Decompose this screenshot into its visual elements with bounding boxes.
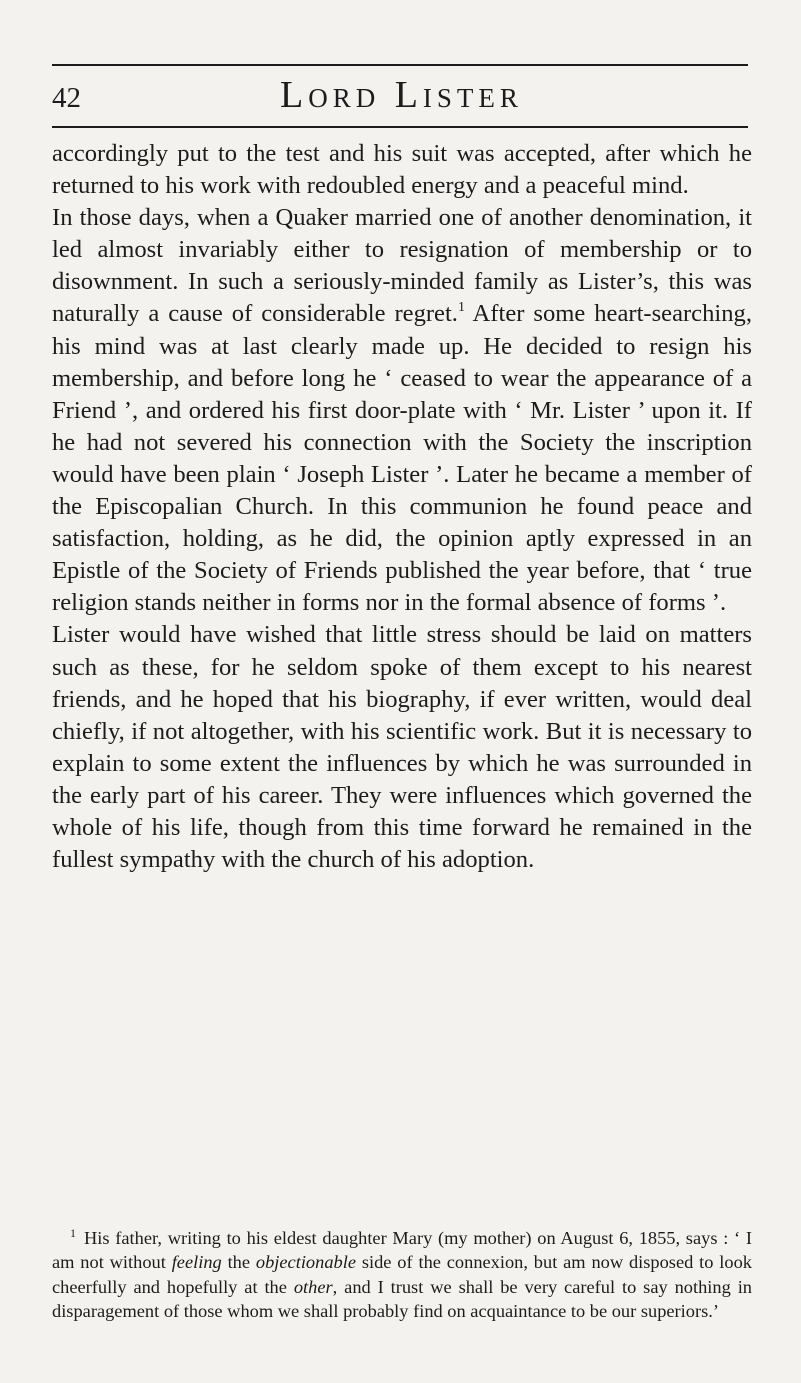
paragraph-text: In those days, when a Quaker married one of another denomination, it led almost invariably either to resignation of membership or to disownment. In such a seriously-minded family as Lister’s, this was naturally a cause of considerable regret. [52, 204, 752, 328]
paragraph-text: Lister would have wished that little stress should be laid on matters such as these, for he seldom spoke of them except to his nearest friends, and he hoped that his biography, if ever written, would deal chiefly, if not altogether, with his scientific work. But it is necessary to explain to some extent the influences by which he was surrounded in the early part of his career. They were influences which governed the whole of his life, though from this time forward he remained in the fullest sympathy with the church of his adoption. [52, 621, 752, 874]
paragraph-text: After some heart-searching, his mind was at last clearly made up. He decided to resign his membership, and before long he ‘ ceased to wear the appearance of a Friend ’, and ordered his first door-plate with ‘ Mr. Lister ’ upon it. If he had not severed his connection with the Society the inscription would have been plain ‘ Joseph Lister ’. Later he became a member of the Episcopalian Church. In this communion he found peace and satisfaction, holding, as he did, the opinion aptly expressed in an Epistle of the Society of Friends published the year before, that ‘ true religion stands neither in forms nor in the formal absence of forms ’. [52, 300, 752, 617]
page-number: 42 [52, 82, 81, 114]
footnote-text: the [221, 1252, 256, 1273]
footnote [52, 1226, 752, 1323]
footnote-text: His father, writing to his eldest daughter Mary (my mother) on August 6, 1855, says : ‘ I am not without [52, 1228, 752, 1273]
paragraph [52, 138, 752, 202]
footnote-reference[interactable]: 1 [457, 300, 465, 316]
page-header [52, 62, 748, 132]
footnote-emphasis: objectionable [255, 1252, 356, 1273]
footnote-text: side of the connexion, but am now disposed to look cheerfully and hopefully at the [52, 1252, 752, 1297]
header-bottom-rule [52, 126, 748, 128]
paragraph [52, 202, 752, 619]
body-text [52, 138, 752, 876]
header-top-rule [52, 64, 748, 66]
footnote-emphasis: other [293, 1276, 333, 1297]
running-head: Lord Lister [280, 74, 523, 116]
footnote-emphasis: feeling [171, 1252, 222, 1273]
footnote-mark: 1 [70, 1226, 76, 1240]
paragraph-text: accordingly put to the test and his suit was accepted, after which he returned to his work with redoubled energy and a peaceful mind. [52, 140, 752, 200]
footnote-text: , and I trust we shall be very careful to say nothing in disparagement of those whom we shall probably find on acquaintance to be our superiors.’ [52, 1276, 753, 1321]
paragraph [52, 619, 752, 876]
